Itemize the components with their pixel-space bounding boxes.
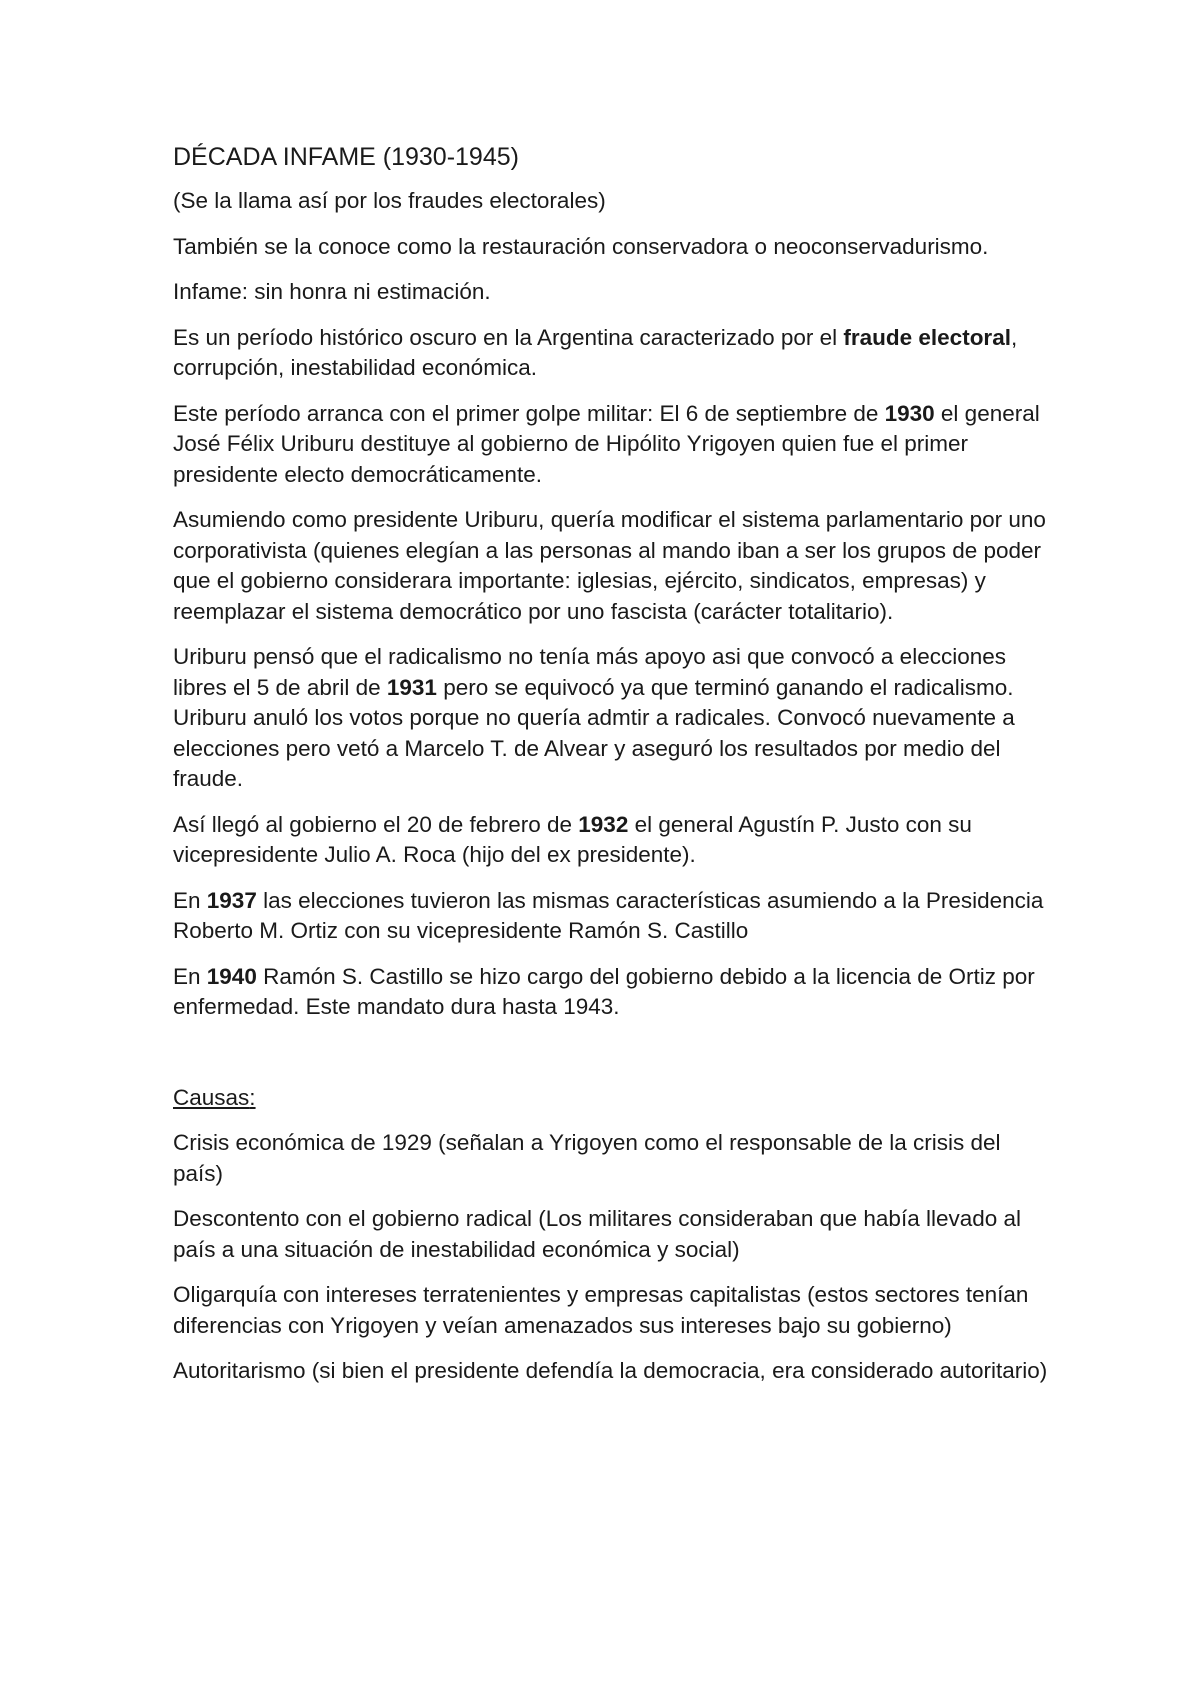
text-run: Ramón S. Castillo se hizo cargo del gobierno debido a la licencia de Ortiz por enfermedad. Este mandato dura hasta 1943. (173, 963, 1035, 1019)
section-heading-label: Causas (173, 1084, 250, 1110)
document-title: DÉCADA INFAME (1930-1945) (173, 143, 519, 171)
section-heading-causas (173, 1083, 1053, 1114)
bold-year: 1932 (578, 811, 629, 837)
bold-year: 1930 (884, 400, 935, 426)
text-run: Este período arranca con el primer golpe militar: El 6 de septiembre de (173, 400, 885, 426)
bold-year: 1937 (206, 887, 257, 913)
paragraph-uriburu: Asumiendo como presidente Uriburu, quería modificar el sistema parlamentario por uno corporativista (quienes elegían a las personas al mando iban a ser los grupos de poder que el gobierno considerara importante: iglesias, ejército, sindicatos, empresas) y reemplazar el sistema democrático por uno fascista (carácter totalitario). (173, 507, 1046, 624)
paragraph-infame: Infame: sin honra ni estimación. (173, 279, 491, 304)
document-body (173, 141, 1053, 1402)
subtitle-paragraph: (Se la llama así por los fraudes electorales) (173, 188, 606, 213)
text-run: Es un período histórico oscuro en la Argentina caracterizado por el (173, 324, 844, 350)
section-heading-colon: : (249, 1084, 256, 1110)
text-run: En (173, 887, 207, 913)
paragraph-golpe (173, 399, 1053, 491)
text-run: el general José Félix Uriburu destituye al gobierno de Hipólito Yrigoyen quien fue el primer presidente electo democráticamente. (173, 400, 1040, 487)
causa-item: Autoritarismo (si bien el presidente defendía la democracia, era considerado autoritario) (173, 1358, 1048, 1383)
paragraph-castillo (173, 962, 1053, 1023)
text-run: Uriburu pensó que el radicalismo no tenía más apoyo asi que convocó a elecciones libres el 5 de abril de (173, 644, 1006, 700)
text-run: En (173, 963, 207, 989)
text-run: las elecciones tuvieron las mismas características asumiendo a la Presidencia Roberto M. Ortiz con su vicepresidente Ramón S. Castillo (173, 887, 1044, 943)
paragraph-elecciones (173, 642, 1053, 795)
text-run: el general Agustín P. Justo con su vicepresidente Julio A. Roca (hijo del ex presidente). (173, 811, 972, 867)
causa-item: Oligarquía con intereses terratenientes y empresas capitalistas (estos sectores tenían diferencias con Yrigoyen y veían amenazados sus intereses bajo su gobierno) (173, 1282, 1029, 1338)
text-run: pero se equivocó ya que terminó ganando el radicalismo. Uriburu anuló los votos porque no quería admtir a radicales. Convocó nuevamente a elecciones pero vetó a Marcelo T. de Alvear y aseguró los resultados por medio del fraude. (173, 674, 1015, 791)
bold-year: 1940 (206, 963, 257, 989)
paragraph-periodo (173, 323, 1053, 384)
text-run: , corrupción, inestabilidad económica. (173, 324, 1018, 380)
bold-term: fraude electoral (843, 324, 1011, 350)
paragraph-ortiz (173, 886, 1053, 947)
text-run: Así llegó al gobierno el 20 de febrero de (173, 811, 579, 837)
causa-item: Crisis económica de 1929 (señalan a Yrigoyen como el responsable de la crisis del país) (173, 1130, 1001, 1186)
paragraph-restauracion: También se la conoce como la restauración conservadora o neoconservadurismo. (173, 233, 989, 259)
paragraph-justo (173, 810, 1053, 871)
bold-year: 1931 (386, 674, 437, 700)
causa-item: Descontento con el gobierno radical (Los militares consideraban que había llevado al país a una situación de inestabilidad económica y social) (173, 1206, 1022, 1262)
